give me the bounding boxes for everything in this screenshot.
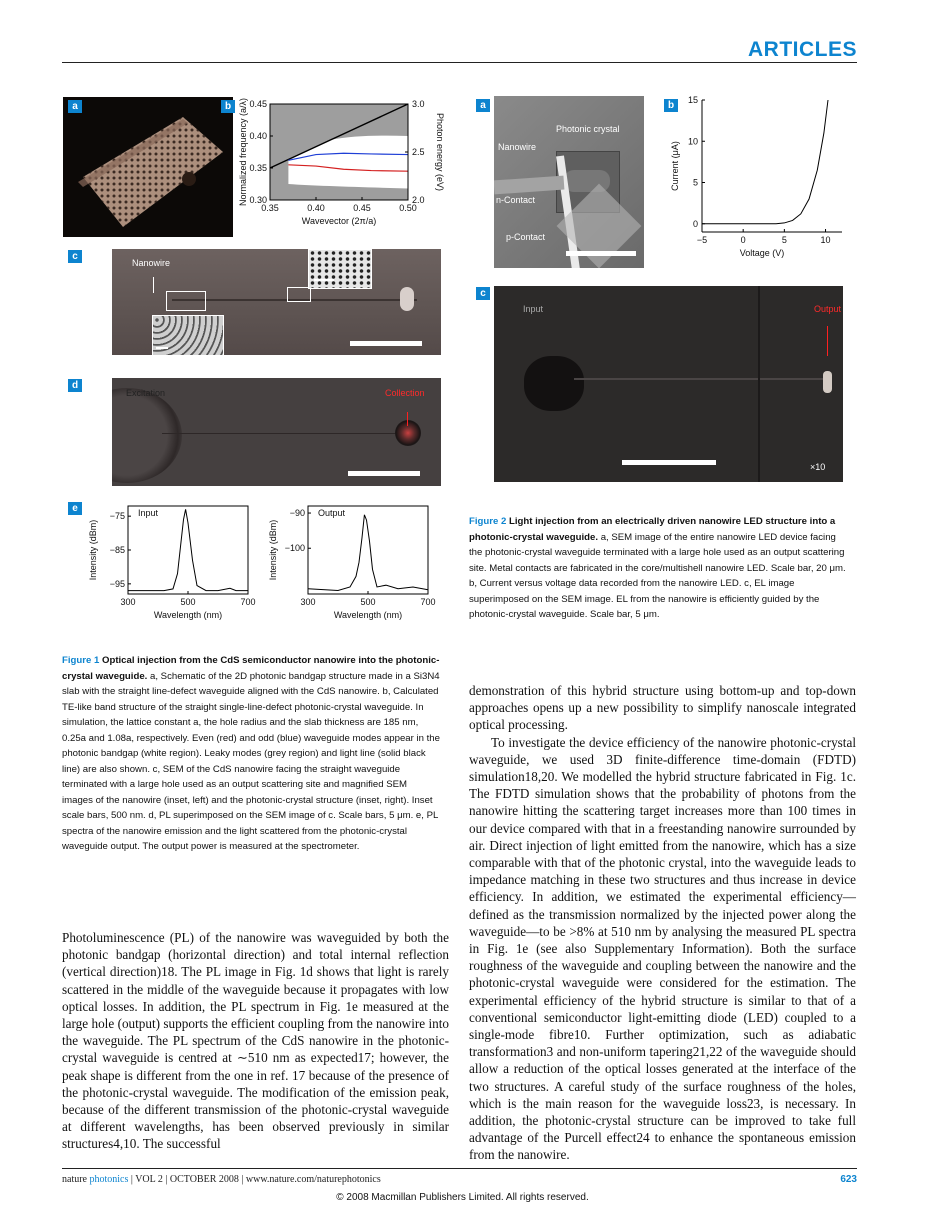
fig2-panel-a-letter: a bbox=[476, 99, 490, 112]
fig2c-scale-label: ×10 bbox=[810, 462, 826, 472]
footer-issue: | VOL 2 | OCTOBER 2008 | www.nature.com/naturephotonics bbox=[130, 1174, 381, 1185]
fig1e-output-xtick-label: 300 bbox=[300, 597, 316, 607]
fig1e-output-ytick-label: −100 bbox=[284, 543, 305, 554]
fig1c-image bbox=[112, 249, 441, 355]
fig1e-output-title: Output bbox=[318, 508, 346, 518]
fig2-panel-c-letter: c bbox=[476, 287, 490, 300]
fig1d-collection-label: Collection bbox=[385, 388, 425, 398]
fig2b-chart bbox=[668, 94, 850, 272]
fig1b-xlabel: Wavevector (2π/a) bbox=[301, 216, 377, 226]
fig2a-image bbox=[494, 96, 644, 268]
fig2c-output-label: Output bbox=[814, 304, 842, 314]
fig1c-nanowire-label: Nanowire bbox=[132, 258, 171, 268]
fig1b-y2tick-label: 3.0 bbox=[412, 99, 425, 109]
fig1e-output-ytick-label: −90 bbox=[289, 508, 305, 519]
page-number: 623 bbox=[840, 1174, 857, 1185]
fig1e-input-title: Input bbox=[138, 508, 159, 518]
fig2b-xlabel: Voltage (V) bbox=[739, 248, 785, 258]
fig1-panel-a-letter: a bbox=[68, 100, 82, 113]
footer-journal-a: nature bbox=[62, 1174, 87, 1185]
fig2-caption bbox=[469, 514, 851, 623]
footer-journal-b: photonics bbox=[89, 1174, 129, 1185]
fig1e-input-ytick-label: −75 bbox=[109, 511, 125, 522]
fig2b-ytick-label: 15 bbox=[687, 95, 698, 105]
fig1e-input-frame bbox=[128, 506, 248, 594]
copyright: © 2008 Macmillan Publishers Limited. All rights reserved. bbox=[336, 1192, 589, 1203]
fig2-panel-b-letter: b bbox=[664, 99, 678, 112]
fig1b-ytick-label: 0.30 bbox=[249, 195, 267, 205]
fig1e-input-xtick-label: 300 bbox=[120, 597, 136, 607]
fig2a-pc-label: Photonic crystal bbox=[556, 124, 620, 134]
fig1b-y2tick-label: 2.0 bbox=[412, 195, 425, 205]
fig1e-output-xlabel: Wavelength (nm) bbox=[333, 610, 403, 620]
fig1e-input-series bbox=[128, 509, 248, 590]
fig1e-output-chart bbox=[268, 500, 440, 622]
fig1e-output-series bbox=[308, 515, 428, 591]
fig1e-input-ytick-label: −95 bbox=[109, 578, 125, 589]
fig2b-ytick-label: 0 bbox=[692, 218, 698, 229]
fig2-caption-title: Light injection from an electrically driven nanowire LED structure into a photonic-crystal waveguide. bbox=[469, 516, 836, 543]
fig1-panel-c-letter: c bbox=[68, 250, 82, 263]
fig1b-xtick-label: 0.50 bbox=[399, 203, 417, 213]
fig1e-output-frame bbox=[308, 506, 428, 594]
fig1b-ytick-label: 0.35 bbox=[249, 163, 267, 173]
fig1b-y2label: Photon energy (eV) bbox=[435, 112, 445, 192]
footer-journal bbox=[62, 1174, 381, 1185]
header-rule bbox=[62, 62, 857, 63]
fig1e-input-xtick-label: 700 bbox=[240, 597, 256, 607]
fig1b-xtick-label: 0.35 bbox=[261, 203, 279, 213]
fig1e-output-xtick-label: 500 bbox=[360, 597, 376, 607]
fig2b-series bbox=[702, 100, 828, 224]
fig1e-input-xlabel: Wavelength (nm) bbox=[153, 610, 223, 620]
fig1-caption-text: a, Schematic of the 2D photonic bandgap structure made in a Si3N4 slab with the straight line-defect waveguide aligned with the CdS nanowire. b, Calculated TE-like band structure of the straight single-line-defect photonic-crystal waveguide. In simulation, the lattice constant a, the hole radius and the slab thickness are 185 nm, 0.25a and 1.08a, respectively. Even (red) and odd (blue) waveguide modes appear in the photonic bandgap (white region). Leaky modes (grey region) and light line (solid black line) are also shown. c, SEM of the CdS nanowire facing the straight waveguide terminated with a large hole used as an output scattering site and magnified SEM images of the nanowire (inset, left) and the photonic-crystal structure (inset, right). Inset scale bars, 500 nm. d, PL superimposed on the SEM image of c. Scale bars, 5 μm. e, PL spectra of the nanowire emission and the light scattered from the photonic-crystal waveguide output. The output power is measured at the spectrometer. bbox=[62, 670, 440, 852]
fig1e-input-chart bbox=[88, 500, 260, 622]
fig1-panel-d-letter: d bbox=[68, 379, 82, 392]
fig2-caption-head: Figure 2 bbox=[469, 516, 507, 527]
fig2b-ytick-label: 5 bbox=[692, 177, 698, 188]
fig2c-image bbox=[494, 286, 843, 482]
fig1-caption bbox=[62, 653, 440, 855]
fig2b-ylabel: Current (μA) bbox=[670, 141, 680, 191]
fig1e-output-xtick-label: 700 bbox=[420, 597, 436, 607]
body-left-column bbox=[62, 929, 449, 1153]
fig1e-input-ytick-label: −85 bbox=[109, 545, 125, 555]
fig1-panel-b-letter: b bbox=[221, 100, 235, 113]
fig1b-xtick-label: 0.40 bbox=[307, 203, 325, 213]
fig1b-y2tick-label: 2.5 bbox=[412, 147, 425, 157]
footer-rule bbox=[62, 1168, 857, 1169]
fig1b-ytick-label: 0.45 bbox=[249, 99, 267, 109]
fig2-caption-text: a, SEM image of the entire nanowire LED device facing the photonic-crystal waveguide terminated with a large hole used as an output scattering site. Metal contacts are fabricated in the core/multishell nanowire LED. Scale bar, 20 μm. b, Current versus voltage data recorded from the nanowire LED. c, EL image superimposed on the SEM image. EL from the nanowire is efficiently guided by the photonic-crystal waveguide. Scale bar, 5 μm. bbox=[469, 531, 846, 620]
fig1a-image bbox=[63, 97, 233, 237]
fig2b-xtick-label: 10 bbox=[820, 235, 831, 245]
fig2b-ytick-label: 10 bbox=[687, 136, 698, 147]
fig1b-xtick-label: 0.45 bbox=[353, 203, 371, 213]
fig2c-input-label: Input bbox=[523, 304, 544, 314]
fig2a-n-label: n-Contact bbox=[496, 195, 536, 205]
section-title: ARTICLES bbox=[748, 38, 857, 61]
fig2a-nanowire-label: Nanowire bbox=[498, 142, 537, 152]
body-right-paragraph-1: demonstration of this hybrid structure using bottom-up and top-down approaches opens up a new possibility to simplify nanoscale integrated optical processing. bbox=[469, 683, 856, 733]
fig1e-input-ylabel: Intensity (dBm) bbox=[88, 519, 98, 581]
fig1b-ylabel: Normalized frequency (a/λ) bbox=[238, 97, 248, 207]
fig2b-xtick-label: −5 bbox=[696, 235, 708, 245]
fig1d-image bbox=[112, 378, 441, 486]
fig1e-output-ylabel: Intensity (dBm) bbox=[268, 519, 278, 581]
fig2b-xtick-label: 5 bbox=[781, 235, 787, 245]
body-right-column bbox=[469, 682, 856, 1164]
fig1-caption-title: Optical injection from the CdS semiconductor nanowire into the photonic-crystal waveguide. bbox=[62, 655, 440, 682]
fig1e-input-xtick-label: 500 bbox=[180, 597, 196, 607]
fig2a-p-label: p-Contact bbox=[506, 232, 546, 242]
fig2b-xtick-label: 0 bbox=[740, 235, 746, 245]
fig1d-excitation-label: Excitation bbox=[126, 388, 166, 398]
fig1-caption-head: Figure 1 bbox=[62, 655, 100, 666]
fig1-panel-e-letter: e bbox=[68, 502, 82, 515]
body-right-paragraph-2: To investigate the device efficiency of the nanowire photonic-crystal waveguide, we used 3D finite-difference time-domain (FDTD) simulation18,20. We modelled the hybrid structure fabricated in Fig. 1c. The FDTD simulation shows that the probability of photons from the nanowire hitting the scattering target increases more than 100 times in our device compared with that in a freestanding nanowire surrounded by air. Direct injection of light emitted from the nanowire, which has a size comparable with that of the photonic crystal, into the waveguide leads to impedance matching in these two structures and thus increase in device efficiency. In addition, we estimated the experimental efficiency—defined as the transmission normalized by the injected power along the waveguide—to be >8% at 510 nm by analysing the measured PL spectra in Fig. 1e (see also Supplementary Information). Both the surface roughness of the waveguide and coupling between the nanowire and the photonic-crystal waveguide were considered for the estimation. The experimental efficiency of the hybrid structure is similar to that of a conventional semiconductor light-emitting diode (LED) coupled to a single-mode fibre10. Further optimization, such as adiabatic transformation3 and non-uniform tapering21,22 of the waveguide should allow a reduction of the optical losses generated at the interface of the two structures. A careful study of the surface roughness of the holes, which is the main reason for the waveguide loss23, is necessary. In addition, the photonic-crystal structure can be improved to take full advantage of the Purcell effect24 to enhance the spontaneous emission from the nanowire. bbox=[469, 734, 856, 1163]
fig1b-chart bbox=[236, 94, 448, 236]
body-left-paragraph: Photoluminescence (PL) of the nanowire was waveguided by both the photonic bandgap (horizontal direction) and total internal reflection (vertical direction)18. The PL image in Fig. 1d shows that light is rarely scattered in the middle of the waveguide because it propagates with low optical losses. In addition, the PL spectrum in Fig. 1e measured at the large hole (output) supports the efficient coupling from the nanowire into the waveguide. The PL spectrum of the CdS nanowire in the photonic-crystal waveguide is centred at ∼510 nm as expected17; however, the peak shape is different from the one in ref. 17 because of the presence of the photonic-crystal waveguide. The modification of the emission peak, because of the different transmission of the photonic-crystal waveguide at different wavelengths, has been observed previously in similar structures4,10. The successful bbox=[62, 930, 449, 1152]
fig1b-ytick-label: 0.40 bbox=[249, 131, 267, 141]
